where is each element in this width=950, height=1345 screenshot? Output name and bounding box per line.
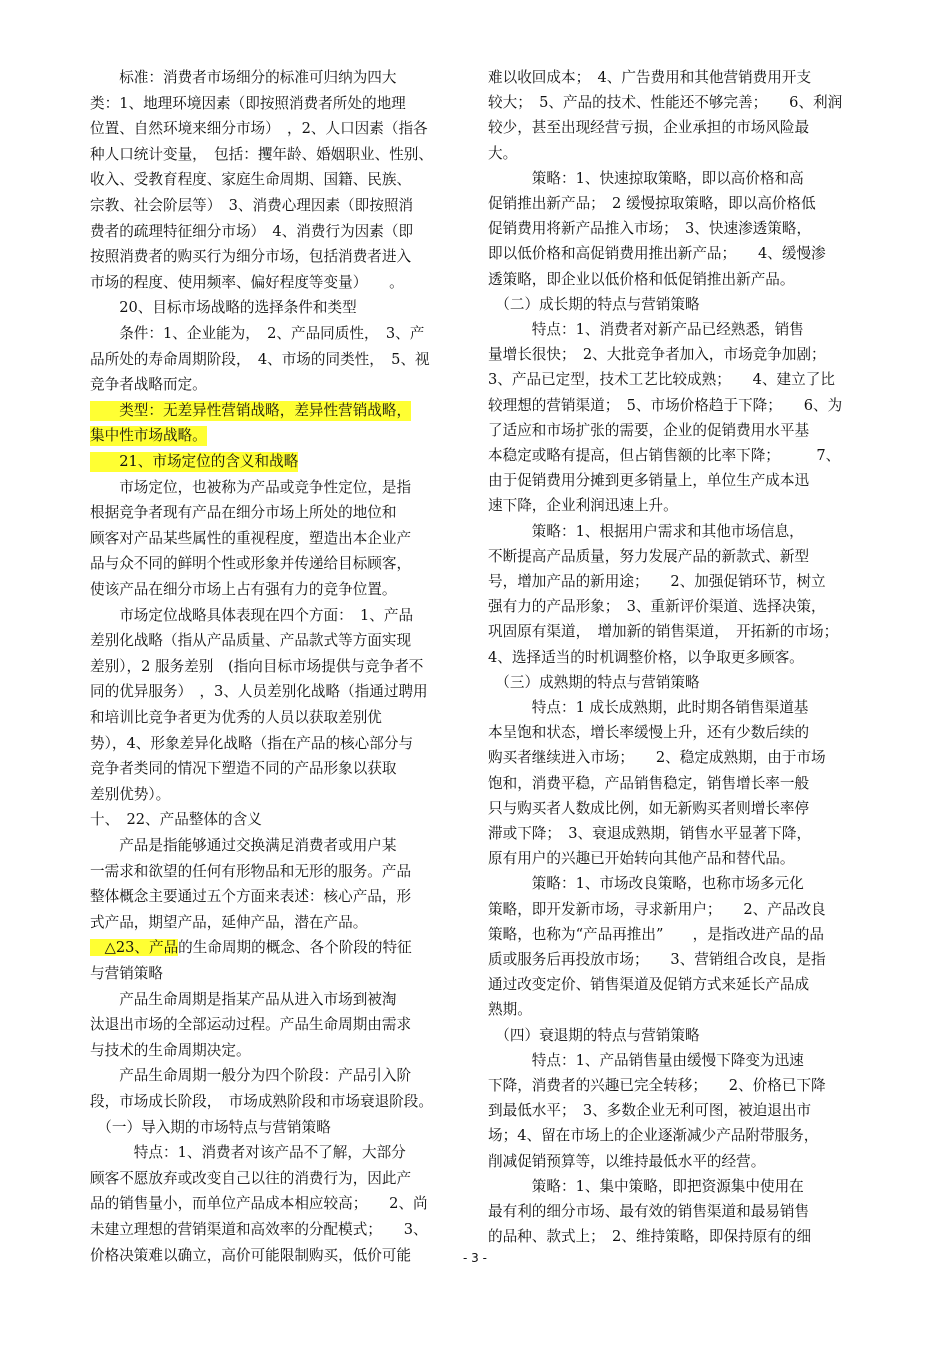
text-line: 市场定位战略具体表现在四个方面： 1、产品 (90, 606, 414, 624)
text-line: 由于促销费用分摊到更多销量上，单位生产成本迅 (488, 472, 810, 490)
text-line: 滞或下降； 3、衰退成熟期，销售水平显著下降， (488, 825, 812, 842)
text-line: 熟期。 (488, 1001, 532, 1019)
text-line: 只与购买者人数成比例，如无新购买者则增长率停 (488, 799, 810, 817)
text-line: 策略：1、市场改良策略，也称市场多元化 (488, 875, 804, 893)
text-line: 最有利的细分市场、最有效的销售渠道和最易销售 (488, 1203, 810, 1220)
text-line: 的品种、款式上； 2、维持策略，即保持原有的细 (488, 1228, 812, 1246)
text-line: 量增长很快； 2、大批竞争者加入，市场竞争加剧； (488, 346, 826, 364)
text-line: 种人口统计变量， 包括：攫年龄、婚姻职业、性别、 (90, 145, 433, 163)
text-line: （四）衰退期的特点与营销策略 (488, 1026, 700, 1044)
text-line: 类：1、地理环境因素（即按照消费者所处的地理 (90, 94, 406, 112)
text-line: 差别化战略（指从产品质量、产品款式等方面实现 (90, 632, 412, 650)
text-line: 巩固原有渠道， 增加新的销售渠道， 开拓新的市场； (488, 623, 839, 641)
text-line: 十、 22、产品整体的含义 (90, 811, 262, 829)
text-line: 品所处的寿命周期阶段， 4、市场的同类性， 5、视 (90, 350, 430, 368)
text-line: 透策略，即企业以低价格和低促销推出新产品。 (488, 270, 795, 288)
text-line: 特点：1、消费者对新产品已经熟悉，销售 (488, 321, 804, 338)
text-line: 21、市场定位的含义和战略 (90, 453, 299, 470)
text-line: 宗教、社会阶层等） 3、消费心理因素（即按照消 (90, 197, 414, 214)
text-line: 费者的疏理特征细分市场） 4、消费行为因素（即 (90, 222, 414, 240)
text-line: 速下降，企业利润迅速上升。 (488, 497, 678, 515)
text-line: 收入、受教育程度、家庭生命周期、国籍、民族、 (90, 171, 412, 189)
text-line: 产品是指能够通过交换满足消费者或用户某 (90, 837, 397, 854)
text-line: 汰退出市场的全部运动过程。产品生命周期由需求 (90, 1016, 412, 1034)
text-line: 4、选择适当的时机调整价格，以争取更多顾客。 (488, 648, 804, 666)
text-line: 3、产品已定型，技术工艺比较成熟； 4、建立了比 (488, 371, 835, 389)
text-line: 市场定位，也被称为产品或竞争性定位，是指 (90, 478, 412, 496)
text-line: 到最低水平； 3、多数企业无利可图，被迫退出市 (488, 1102, 812, 1120)
text-line: 集中性市场战略。 (90, 427, 207, 445)
text-line: 大。 (488, 144, 518, 162)
text-line: 竞争者类同的情况下塑造不同的产品形象以获取 (90, 760, 397, 778)
text-line: 未建立理想的营销渠道和高效率的分配模式； 3、 (90, 1221, 428, 1238)
text-line: △23、产品的生命周期的概念、各个阶段的特征 (90, 939, 412, 957)
text-line: 价格决策难以确立，高价可能限制购买，低价可能 (90, 1246, 412, 1264)
text-line: 不断提高产品质量，努力发展产品的新款式、新型 (488, 547, 810, 565)
text-line: 市场的程度、使用频率、偏好程度等变量） 。 (90, 273, 404, 291)
text-line: 使该产品在细分市场上占有强有力的竞争位置。 (90, 581, 397, 598)
text-line: 与营销策略 (90, 965, 163, 982)
text-line: 本稳定或略有提高，但占销售额的比率下降； 7、 (488, 447, 841, 464)
text-line: 较大； 5、产品的技术、性能还不够完善； 6、利润 (488, 94, 843, 112)
text-line: 一需求和欲望的任何有形物品和无形的服务。产品 (90, 862, 412, 880)
text-line: 条件：1、企业能为， 2、产品同质性， 3、产 (90, 325, 425, 342)
text-line: 策略，即开发新市场，寻求新用户； 2、产品改良 (488, 900, 826, 918)
text-line: 与技术的生命周期决定。 (90, 1041, 251, 1059)
text-line: 场；4、留在市场上的企业逐渐减少产品附带服务， (488, 1127, 819, 1145)
text-line: 促销费用将新产品推入市场； 3、快速渗透策略， (488, 220, 812, 238)
text-line: 购买者继续进入市场； 2、稳定成熟期，由于市场 (488, 749, 826, 767)
text-line: 策略：1、根据用户需求和其他市场信息， (488, 522, 804, 540)
text-line: 按照消费者的购买行为细分市场，包括消费者进入 (90, 248, 412, 266)
text-line: 特点：1、消费者对该产品不了解，大部分 (90, 1144, 406, 1162)
text-line: 策略，也称为“产品再推出” ，是指改进产品的品 (488, 925, 824, 943)
text-line: 竞争者战略而定。 (90, 376, 207, 394)
text-line: 通过改变定价、销售渠道及促销方式来延长产品成 (488, 976, 810, 994)
text-line: 较少，甚至出现经营亏损，企业承担的市场风险最 (488, 119, 810, 137)
text-line: 原有用户的兴趣已开始转向其他产品和替代品。 (488, 850, 795, 868)
text-line: 策略：1、集中策略，即把资源集中使用在 (488, 1177, 804, 1195)
text-line: 产品生命周期是指某产品从进入市场到被淘 (90, 990, 397, 1008)
text-line: （三）成熟期的特点与营销策略 (488, 673, 700, 691)
text-line: 特点：1、产品销售量由缓慢下降变为迅速 (488, 1051, 804, 1069)
text-line: （一）导入期的市场特点与营销策略 (90, 1118, 331, 1136)
text-line: 差别），2 服务差别 (指向目标市场提供与竞争者不 (90, 657, 424, 675)
page-number: - 3 - (463, 1251, 487, 1265)
text-line: 特点：1 成长成熟期，此时期各销售渠道基 (488, 699, 809, 716)
text-line: 号，增加产品的新用途； 2、加强促销环节，树立 (488, 573, 826, 590)
text-line: 同的优异服务） ，3、人员差别化战略（指通过聘用 (90, 683, 428, 701)
text-line: 位置、自然环境来细分市场） ，2、人口因素（指各 (90, 120, 428, 138)
text-line: 20、目标市场战略的选择条件和类型 (90, 299, 357, 317)
text-line: 差别优势）。 (90, 785, 171, 803)
text-line: 品的销售量小，而单位产品成本相应较高； 2、尚 (90, 1195, 428, 1213)
text-line: 产品生命周期一般分为四个阶段：产品引入阶 (90, 1067, 412, 1085)
text-line: 品与众不同的鲜明个性或形象并传递给目标顾客， (90, 555, 412, 573)
highlighted-text: △23、产品 (90, 939, 179, 957)
text-line: 段，市场成长阶段， 市场成熟阶段和市场衰退阶段。 (90, 1093, 433, 1110)
text-line: 策略：1、快速掠取策略，即以高价格和高 (488, 169, 804, 187)
text-line: 促销推出新产品； 2 缓慢掠取策略，即以高价格低 (488, 195, 816, 212)
text-line: 类型：无差异性营销战略，差异性营销战略， (90, 401, 412, 419)
text-line: 根据竞争者现有产品在细分市场上所处的地位和 (90, 504, 397, 522)
text-line: 质或服务后再投放市场； 3、营销组合改良，是指 (488, 951, 826, 968)
text-line: 顾客对产品某些属性的重视程度，塑造出本企业产 (90, 529, 412, 547)
text-line: 即以低价格和高促销费用推出新产品； 4、缓慢渗 (488, 245, 826, 263)
text-line: 较理想的营销渠道； 5、市场价格趋于下降； 6、为 (488, 396, 843, 414)
text-line: 饱和，消费平稳，产品销售稳定，销售增长率一般 (488, 774, 810, 792)
text-line: 整体概念主要通过五个方面来表述：核心产品，形 (90, 888, 412, 906)
text-line: 顾客不愿放弃或改变自己以往的消费行为，因此产 (90, 1169, 412, 1187)
text-line: 标准：消费者市场细分的标准可归纳为四大 (90, 69, 397, 86)
text-line: 了适应和市场扩张的需要，企业的促销费用水平基 (488, 421, 810, 439)
text-line: 削减促销预算等，以维持最低水平的经营。 (488, 1152, 766, 1170)
text-line: 式产品，期望产品，延伸产品，潜在产品。 (90, 913, 368, 931)
text-line: 本呈饱和状态，增长率缓慢上升，还有少数后续的 (488, 724, 810, 742)
text-line: 和培训比竞争者更为优秀的人员以获取差别优 (90, 709, 382, 726)
text-line: （二）成长期的特点与营销策略 (488, 295, 700, 313)
text-line: 强有力的产品形象； 3、重新评价渠道、选择决策， (488, 598, 826, 616)
text-line: 难以收回成本； 4、广告费用和其他营销费用开支 (488, 69, 812, 86)
text-line: 下降，消费者的兴趣已完全转移； 2、价格已下降 (488, 1077, 826, 1094)
text-line: 势），4、形象差异化战略（指在产品的核心部分与 (90, 734, 414, 752)
